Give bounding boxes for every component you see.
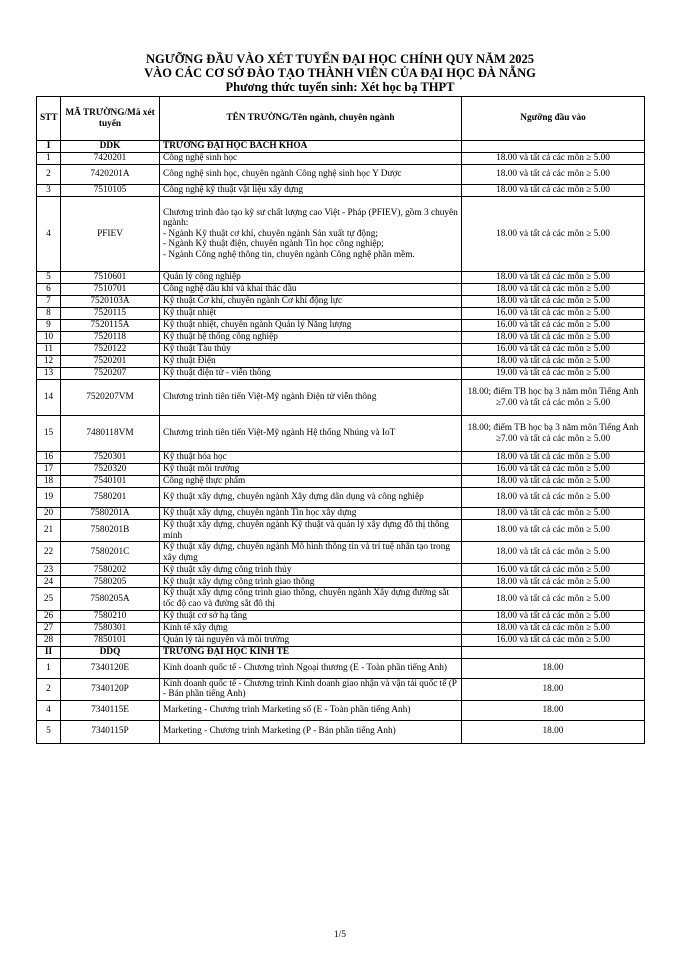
cell-code: 7520122 <box>61 344 160 356</box>
cell-threshold: 16.00 và tất cả các môn ≥ 5.00 <box>462 634 645 646</box>
table-row <box>37 272 645 284</box>
cell-name: Kỹ thuật Tàu thủy <box>160 344 462 356</box>
cell-code: 7520115A <box>61 320 160 332</box>
document-subtitle: Phương thức tuyển sinh: Xét học bạ THPT <box>225 80 455 94</box>
table-row <box>37 452 645 464</box>
table-row <box>37 416 645 452</box>
cell-stt: 8 <box>37 308 61 320</box>
section-row <box>37 141 645 153</box>
cell-code: 7520301 <box>61 452 160 464</box>
cell-stt: 7 <box>37 296 61 308</box>
cell-code: 7850101 <box>61 634 160 646</box>
cell-threshold: 18.00 <box>462 678 645 700</box>
table-row <box>37 344 645 356</box>
cell-stt: 1 <box>37 658 61 678</box>
table-row <box>37 576 645 588</box>
cell-name: Marketing - Chương trình Marketing (P - Bán phần tiếng Anh) <box>160 720 462 743</box>
page-number: 1/5 <box>333 930 347 940</box>
cell-stt: 25 <box>37 588 61 610</box>
table-row <box>37 197 645 272</box>
cell-threshold: 18.00 và tất cả các môn ≥ 5.00 <box>462 476 645 488</box>
table-row <box>37 356 645 368</box>
table-row <box>37 658 645 678</box>
cell-name: Kỹ thuật Điện <box>160 356 462 368</box>
cell-stt: 19 <box>37 488 61 508</box>
cell-code: 7420201 <box>61 153 160 165</box>
cell-stt: 1 <box>37 153 61 165</box>
cell-name: Chương trình đào tạo kỹ sư chất lượng cao Việt - Pháp (PFIEV), gồm 3 chuyên ngành: - Ngành Kỹ thuật cơ khí, chuyên ngành Sản xuất tự động; - Ngành Kỹ thuật điện, chuyên ngành Tin học công nghiệp; - Ngành Công nghệ thông tin, chuyên ngành Công nghệ phần mềm. <box>160 197 462 272</box>
cell-name: Kỹ thuật nhiệt, chuyên ngành Quản lý Năng lượng <box>160 320 462 332</box>
cell-stt: 11 <box>37 344 61 356</box>
cell-threshold: 18.00 <box>462 658 645 678</box>
cell-name: Chương trình tiên tiến Việt-Mỹ ngành Điện tử viễn thông <box>160 380 462 416</box>
cell-code: 7520207VM <box>61 380 160 416</box>
cell-name: Kỹ thuật môi trường <box>160 464 462 476</box>
cell-threshold: 18.00 và tất cả các môn ≥ 5.00 <box>462 452 645 464</box>
cell-code: 7340115P <box>61 720 160 743</box>
cell-name: Kỹ thuật hóa học <box>160 452 462 464</box>
cell-threshold: 18.00 và tất cả các môn ≥ 5.00 <box>462 284 645 296</box>
cell-threshold <box>462 141 645 153</box>
cell-stt: 28 <box>37 634 61 646</box>
cell-threshold: 18.00 và tất cả các môn ≥ 5.00 <box>462 296 645 308</box>
cell-code: DDK <box>61 141 160 153</box>
cell-stt: 2 <box>37 165 61 185</box>
table-row <box>37 284 645 296</box>
cell-stt: 5 <box>37 720 61 743</box>
cell-name: Kỹ thuật Cơ khí, chuyên ngành Cơ khí động lực <box>160 296 462 308</box>
section-row <box>37 646 645 658</box>
cell-threshold: 18.00 và tất cả các môn ≥ 5.00 <box>462 488 645 508</box>
cell-threshold: 18.00 <box>462 720 645 743</box>
cell-threshold: 18.00; điểm TB học bạ 3 năm môn Tiếng Anh ≥7.00 và tất cả các môn ≥ 5.00 <box>462 380 645 416</box>
cell-stt: 14 <box>37 380 61 416</box>
table-row <box>37 185 645 197</box>
cell-name: TRƯỜNG ĐẠI HỌC BÁCH KHOA <box>160 141 462 153</box>
cell-code: 7520201 <box>61 356 160 368</box>
table-body <box>37 141 645 744</box>
cell-code: 7580202 <box>61 564 160 576</box>
table-row <box>37 332 645 344</box>
cell-code: 7520118 <box>61 332 160 344</box>
cell-stt: 2 <box>37 678 61 700</box>
cell-name: Kinh tế xây dựng <box>160 622 462 634</box>
table-row <box>37 508 645 520</box>
cell-code: PFIEV <box>61 197 160 272</box>
cell-stt: 4 <box>37 197 61 272</box>
cell-code: 7580205A <box>61 588 160 610</box>
cell-name: Kỹ thuật xây dựng công trình giao thông <box>160 576 462 588</box>
cell-stt: 20 <box>37 508 61 520</box>
table-row <box>37 634 645 646</box>
cell-stt: 16 <box>37 452 61 464</box>
cell-threshold: 18.00 và tất cả các môn ≥ 5.00 <box>462 622 645 634</box>
cell-code: 7520207 <box>61 368 160 380</box>
cell-code: 7580201A <box>61 508 160 520</box>
cell-code: 7580205 <box>61 576 160 588</box>
cell-threshold: 18.00 và tất cả các môn ≥ 5.00 <box>462 165 645 185</box>
cell-threshold <box>462 646 645 658</box>
cell-stt: 15 <box>37 416 61 452</box>
cell-name: Kỹ thuật điện tử - viễn thông <box>160 368 462 380</box>
cell-name: Kỹ thuật hệ thống công nghiệp <box>160 332 462 344</box>
cell-code: 7520320 <box>61 464 160 476</box>
table-row <box>37 564 645 576</box>
cell-threshold: 19.00 và tất cả các môn ≥ 5.00 <box>462 368 645 380</box>
cell-name: Công nghệ kỹ thuật vật liệu xây dựng <box>160 185 462 197</box>
cell-threshold: 18.00 và tất cả các môn ≥ 5.00 <box>462 520 645 542</box>
cell-code: 7480118VM <box>61 416 160 452</box>
cell-code: 7520115 <box>61 308 160 320</box>
cell-stt: 9 <box>37 320 61 332</box>
table-row <box>37 700 645 720</box>
cell-threshold: 18.00 và tất cả các môn ≥ 5.00 <box>462 185 645 197</box>
cell-threshold: 18.00 <box>462 700 645 720</box>
table-row <box>37 464 645 476</box>
column-header-threshold: Ngưỡng đầu vào <box>462 97 645 141</box>
table-row <box>37 296 645 308</box>
cell-stt: 23 <box>37 564 61 576</box>
cell-code: 7510601 <box>61 272 160 284</box>
cell-name: Kỹ thuật cơ sở hạ tầng <box>160 610 462 622</box>
admission-threshold-table <box>36 96 645 744</box>
cell-stt: 12 <box>37 356 61 368</box>
cell-threshold: 18.00 và tất cả các môn ≥ 5.00 <box>462 272 645 284</box>
cell-threshold: 18.00 và tất cả các môn ≥ 5.00 <box>462 576 645 588</box>
cell-stt: 17 <box>37 464 61 476</box>
table-row <box>37 476 645 488</box>
table-row <box>37 610 645 622</box>
cell-code: 7340120P <box>61 678 160 700</box>
cell-code: 7520103A <box>61 296 160 308</box>
cell-name: TRƯỜNG ĐẠI HỌC KINH TẾ <box>160 646 462 658</box>
cell-threshold: 18.00 và tất cả các môn ≥ 5.00 <box>462 610 645 622</box>
document-title-line-2: VÀO CÁC CƠ SỞ ĐÀO TẠO THÀNH VIÊN CỦA ĐẠI HỌC ĐÀ NẴNG <box>144 66 536 80</box>
cell-code: 7340120E <box>61 658 160 678</box>
cell-stt: 27 <box>37 622 61 634</box>
cell-stt: II <box>37 646 61 658</box>
cell-stt: 3 <box>37 185 61 197</box>
cell-code: 7540101 <box>61 476 160 488</box>
table-row <box>37 520 645 542</box>
cell-threshold: 18.00 và tất cả các môn ≥ 5.00 <box>462 542 645 564</box>
cell-stt: 10 <box>37 332 61 344</box>
table-row <box>37 153 645 165</box>
cell-code: 7420201A <box>61 165 160 185</box>
cell-stt: 24 <box>37 576 61 588</box>
cell-name: Kỹ thuật xây dựng, chuyên ngành Kỹ thuật và quản lý xây dựng đô thị thông minh <box>160 520 462 542</box>
cell-threshold: 16.00 và tất cả các môn ≥ 5.00 <box>462 464 645 476</box>
table-row <box>37 488 645 508</box>
cell-threshold: 18.00 và tất cả các môn ≥ 5.00 <box>462 508 645 520</box>
column-header-name: TÊN TRƯỜNG/Tên ngành, chuyên ngành <box>160 97 462 141</box>
cell-threshold: 16.00 và tất cả các môn ≥ 5.00 <box>462 564 645 576</box>
table-row <box>37 542 645 564</box>
cell-name: Quản lý tài nguyên và môi trường <box>160 634 462 646</box>
cell-name: Công nghệ sinh học, chuyên ngành Công nghệ sinh học Y Dược <box>160 165 462 185</box>
cell-name: Kỹ thuật xây dựng công trình giao thông, chuyên ngành Xây dựng đường sắt tốc độ cao và đường sắt đô thị <box>160 588 462 610</box>
cell-name: Kỹ thuật xây dựng, chuyên ngành Xây dựng dân dụng và công nghiệp <box>160 488 462 508</box>
cell-threshold: 18.00; điểm TB học bạ 3 năm môn Tiếng Anh ≥7.00 và tất cả các môn ≥ 5.00 <box>462 416 645 452</box>
cell-threshold: 18.00 và tất cả các môn ≥ 5.00 <box>462 153 645 165</box>
cell-code: 7510105 <box>61 185 160 197</box>
table-row <box>37 380 645 416</box>
cell-name: Kỹ thuật xây dựng, chuyên ngành Mô hình thông tin và trí tuệ nhân tạo trong xây dựng <box>160 542 462 564</box>
cell-code: 7580210 <box>61 610 160 622</box>
cell-stt: 21 <box>37 520 61 542</box>
cell-code: DDQ <box>61 646 160 658</box>
cell-threshold: 18.00 và tất cả các môn ≥ 5.00 <box>462 356 645 368</box>
cell-threshold: 18.00 và tất cả các môn ≥ 5.00 <box>462 332 645 344</box>
document-title-line-1: NGƯỠNG ĐẦU VÀO XÉT TUYỂN ĐẠI HỌC CHÍNH QUY NĂM 2025 <box>146 52 534 66</box>
cell-name: Kỹ thuật nhiệt <box>160 308 462 320</box>
cell-threshold: 16.00 và tất cả các môn ≥ 5.00 <box>462 320 645 332</box>
cell-threshold: 16.00 và tất cả các môn ≥ 5.00 <box>462 308 645 320</box>
column-header-code: MÃ TRƯỜNG/Mã xét tuyển <box>61 97 160 141</box>
cell-code: 7340115E <box>61 700 160 720</box>
table-row <box>37 308 645 320</box>
cell-stt: 13 <box>37 368 61 380</box>
table-row <box>37 622 645 634</box>
cell-name: Quản lý công nghiệp <box>160 272 462 284</box>
cell-name: Kinh doanh quốc tế - Chương trình Kinh doanh giao nhận và vận tải quốc tế (P - Bán phần tiếng Anh) <box>160 678 462 700</box>
cell-stt: 18 <box>37 476 61 488</box>
cell-name: Công nghệ dầu khí và khai thác dầu <box>160 284 462 296</box>
cell-stt: 22 <box>37 542 61 564</box>
table-row <box>37 678 645 700</box>
cell-stt: 4 <box>37 700 61 720</box>
cell-threshold: 18.00 và tất cả các môn ≥ 5.00 <box>462 588 645 610</box>
cell-code: 7580201 <box>61 488 160 508</box>
table-row <box>37 368 645 380</box>
cell-stt: 5 <box>37 272 61 284</box>
cell-code: 7580201B <box>61 520 160 542</box>
cell-stt: I <box>37 141 61 153</box>
cell-name: Kỹ thuật xây dựng, chuyên ngành Tin học xây dựng <box>160 508 462 520</box>
cell-name: Chương trình tiên tiến Việt-Mỹ ngành Hệ thống Nhúng và IoT <box>160 416 462 452</box>
cell-code: 7580301 <box>61 622 160 634</box>
cell-code: 7580201C <box>61 542 160 564</box>
cell-stt: 6 <box>37 284 61 296</box>
cell-stt: 26 <box>37 610 61 622</box>
cell-threshold: 18.00 và tất cả các môn ≥ 5.00 <box>462 197 645 272</box>
table-row <box>37 720 645 743</box>
cell-name: Công nghệ sinh học <box>160 153 462 165</box>
table-row <box>37 588 645 610</box>
cell-code: 7510701 <box>61 284 160 296</box>
cell-name: Marketing - Chương trình Marketing số (E - Toàn phần tiếng Anh) <box>160 700 462 720</box>
table-row <box>37 320 645 332</box>
cell-name: Kỹ thuật xây dựng công trình thủy <box>160 564 462 576</box>
cell-threshold: 16.00 và tất cả các môn ≥ 5.00 <box>462 344 645 356</box>
column-header-stt: STT <box>37 97 61 141</box>
table-row <box>37 165 645 185</box>
cell-name: Kinh doanh quốc tế - Chương trình Ngoại thương (E - Toàn phần tiếng Anh) <box>160 658 462 678</box>
cell-name: Công nghệ thực phẩm <box>160 476 462 488</box>
table-header-row <box>37 97 645 141</box>
